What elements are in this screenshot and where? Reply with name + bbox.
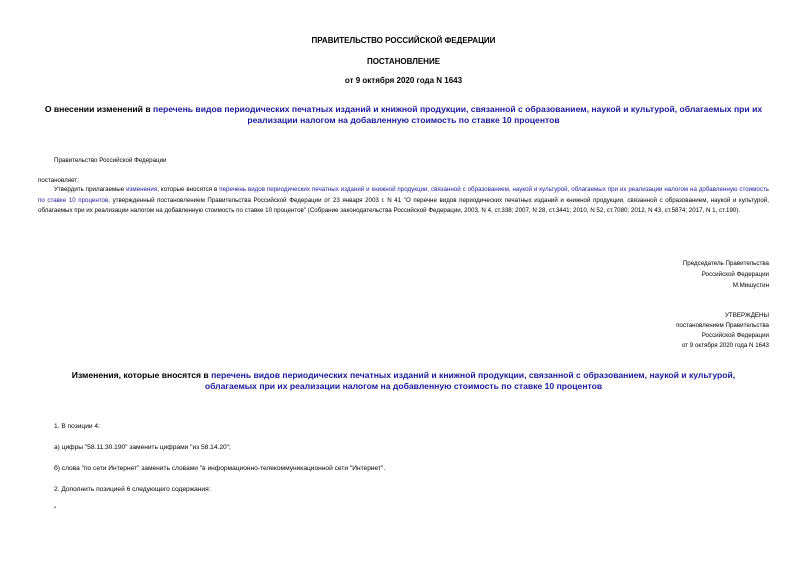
document-title — [30, 104, 777, 126]
approved-line-2: Российской Федерации — [701, 332, 769, 339]
title-link[interactable]: перечень видов периодических печатных изданий и книжной продукции, связанной с образованием, наукой и культурой, облагаемых при их реализации налогом на добавленную стоимость по ставке 10 процентов — [153, 104, 763, 125]
resolution-paragraph — [38, 185, 769, 217]
item-2: 2. Дополнить позицией 6 следующего содержания: — [54, 486, 211, 493]
signature-position-1: Председатель Правительства — [682, 260, 769, 267]
changes-title-prefix: Изменения, которые вносятся в — [71, 370, 212, 380]
opening-quote: " — [54, 506, 57, 513]
changes-link[interactable]: изменения — [126, 186, 158, 193]
changes-title-link[interactable]: перечень видов периодических печатных изданий и книжной продукции, связанной с образованием, наукой и культурой, облагаемых при их реализации налогом на добавленную стоимость по ставке 10 процентов — [204, 370, 736, 391]
item-1b: б) слова "по сети Интернет" заменить словами "в информационно-телекоммуникационной сети "Интернет". — [54, 465, 386, 472]
approved-line-1: постановлением Правительства — [676, 322, 769, 329]
paragraph-text: , утвержденный постановлением Правительства Российской Федерации от 23 января 2003 г. N 41 "О перечне видов периодических печатных изданий и книжной продукции, связанной с образованием, наукой и культурой, облагаемых при их реализации налогом на добавленную стоимость по ставке 10 процентов" (Собрание законодательства Российской Федерации, 2003, N 4, ст.338; 2007, N 28, ст.3441; 2010, N 52, ст.7080; 2012, N 43, ст.5874; 2017, N 1, ст.190). — [38, 196, 769, 214]
paragraph-text: , которые вносятся в — [157, 186, 220, 193]
resolves-label: постановляет: — [38, 177, 79, 184]
government-heading: ПРАВИТЕЛЬСТВО РОССИЙСКОЙ ФЕДЕРАЦИИ — [311, 36, 496, 45]
list-link[interactable]: перечень видов периодических печатных изданий и книжной продукции, связанной с образованием, наукой и культурой, облагаемых при их реализации налогом на добавленную стоимость по ставке 10 процентов — [38, 186, 769, 204]
signature-position-2: Российской Федерации — [701, 271, 769, 278]
signature-name: М.Мишустин — [732, 282, 769, 289]
changes-title — [50, 370, 757, 392]
item-1a: а) цифры "58.11.30.190" заменить цифрами "из 58.14.20"; — [54, 444, 231, 451]
government-name: Правительство Российской Федерации — [54, 157, 167, 164]
item-1: 1. В позиции 4: — [54, 423, 100, 430]
document-date-number: от 9 октября 2020 года N 1643 — [344, 76, 463, 85]
paragraph-text: Утвердить прилагаемые — [54, 186, 127, 193]
title-prefix: О внесении изменений в — [44, 104, 154, 114]
document-type: ПОСТАНОВЛЕНИЕ — [366, 57, 441, 66]
approved-label: УТВЕРЖДЕНЫ — [725, 312, 769, 319]
approved-line-3: от 9 октября 2020 года N 1643 — [681, 342, 769, 349]
